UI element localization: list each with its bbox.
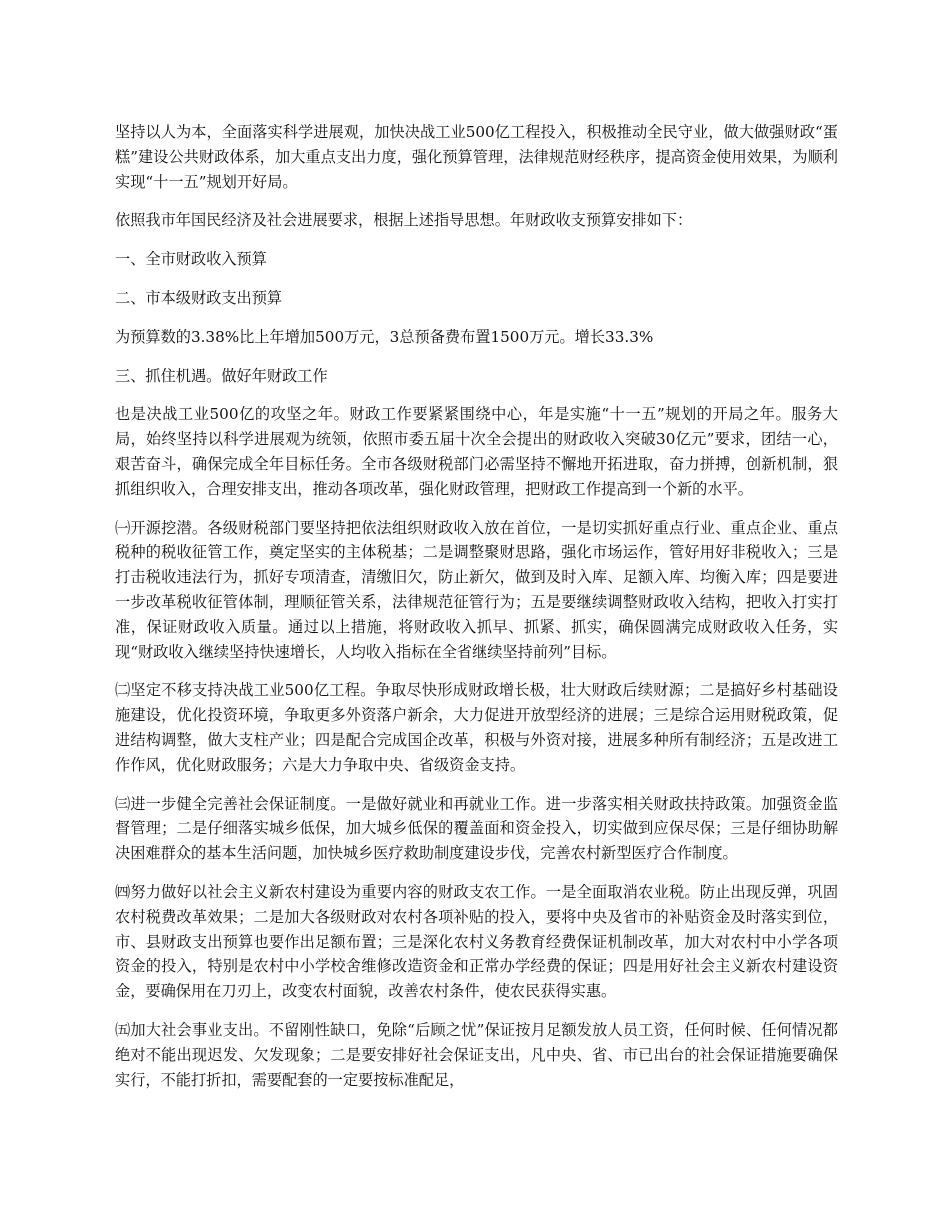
body-paragraph: 也是决战工业500亿的攻坚之年。财政工作要紧紧围绕中心，年是实施“十一五”规划的开局之年。服务大局，始终坚持以科学进展观为统领，依照市委五届十次全会提出的财政收入突破30亿元”要求，团结一心，艰苦奋斗，确保完成全年目标任务。全市各级财税部门必需坚持不懈地开拓进取，奋力拼搏，创新机制，狠抓组织收入，合理安排支出，推动各项改革，强化财政管理，把财政工作提高到一个新的水平。 bbox=[115, 405, 838, 498]
section-heading: 三、抓住机遇。做好年财政工作 bbox=[115, 366, 328, 385]
section-heading: 二、市本级财政支出预算 bbox=[115, 288, 283, 307]
body-paragraph: ㈢进一步健全完善社会保证制度。一是做好就业和再就业工作。进一步落实相关财政扶持政策。加强资金监督管理；二是仔细落实城乡低保，加大城乡低保的覆盖面和资金投入，切实做到应保尽保；三是仔细协助解决困难群众的基本生活问题，加快城乡医疗救助制度建设步伐，完善农村新型医疗合作制度。 bbox=[115, 794, 838, 863]
body-paragraph: ㈡坚定不移支持决战工业500亿工程。争取尽快形成财政增长极，壮大财政后续财源；二是搞好乡村基础设施建设，优化投资环境，争取更多外资落户新余，大力促进开放型经济的进展；三是综合运用财税政策，促进结构调整，做大支柱产业；四是配合完成国企改革，积极与外资对接，进展多种所有制经济；五是改进工作作风，优化财政服务；六是大力争取中央、省级资金支持。 bbox=[115, 681, 838, 774]
body-paragraph: 坚持以人为本，全面落实科学进展观，加快决战工业500亿工程投入，积极推动全民守业，做大做强财政“蛋糕”建设公共财政体系，加大重点支出力度，强化预算管理，法律规范财经秩序，提高资金使用效果，为顺利实现“十一五”规划开好局。 bbox=[115, 123, 838, 191]
section-heading: 一、全市财政收入预算 bbox=[115, 250, 267, 269]
body-paragraph: ㈣努力做好以社会主义新农村建设为重要内容的财政支农工作。一是全面取消农业税。防止出现反弹，巩固农村税费改革效果；二是加大各级财政对农村各项补贴的投入，要将中央及省市的补贴资金及时落实到位，市、县财政支出预算也要作出足额布置；三是深化农村义务教育经费保证机制改革，加大对农村中小学各项资金的投入，特别是农村中小学校舍维修改造资金和正常办学经费的保证；四是用好社会主义新农村建设资金，要确保用在刀刃上，改变农村面貌，改善农村条件，使农民获得实惠。 bbox=[115, 882, 838, 1001]
body-paragraph: 为预算数的3.38%比上年增加500万元，3总预备费布置1500万元。增长33.3% bbox=[115, 327, 654, 346]
body-paragraph: ㈠开源挖潜。各级财税部门要坚持把依法组织财政收入放在首位，一是切实抓好重点行业、重点企业、重点税种的税收征管工作，奠定坚实的主体税基；二是调整聚财思路，强化市场运作，管好用好非税收入；三是打击税收违法行为，抓好专项清查，清缴旧欠，防止新欠，做到及时入库、足额入库、均衡入库；四是要进一步改革税收征管体制，理顺征管关系，法律规范征管行为；五是要继续调整财政收入结构，把收入打实打准，保证财政收入质量。通过以上措施，将财政收入抓早、抓紧、抓实，确保圆满完成财政收入任务，实现“财政收入继续坚持快速增长，人均收入指标在全省继续坚持前列”目标。 bbox=[115, 518, 838, 661]
body-paragraph: 依照我市年国民经济及社会进展要求，根据上述指导思想。年财政收支预算安排如下： bbox=[115, 211, 693, 230]
body-paragraph: ㈤加大社会事业支出。不留刚性缺口，免除“后顾之忧”保证按月足额发放人员工资，任何时候、任何情况都绝对不能出现迟发、欠发现象；二是要安排好社会保证支出，凡中央、省、市已出台的社会保证措施要确保实行，不能打折扣，需要配套的一定要按标准配足， bbox=[115, 1020, 838, 1089]
